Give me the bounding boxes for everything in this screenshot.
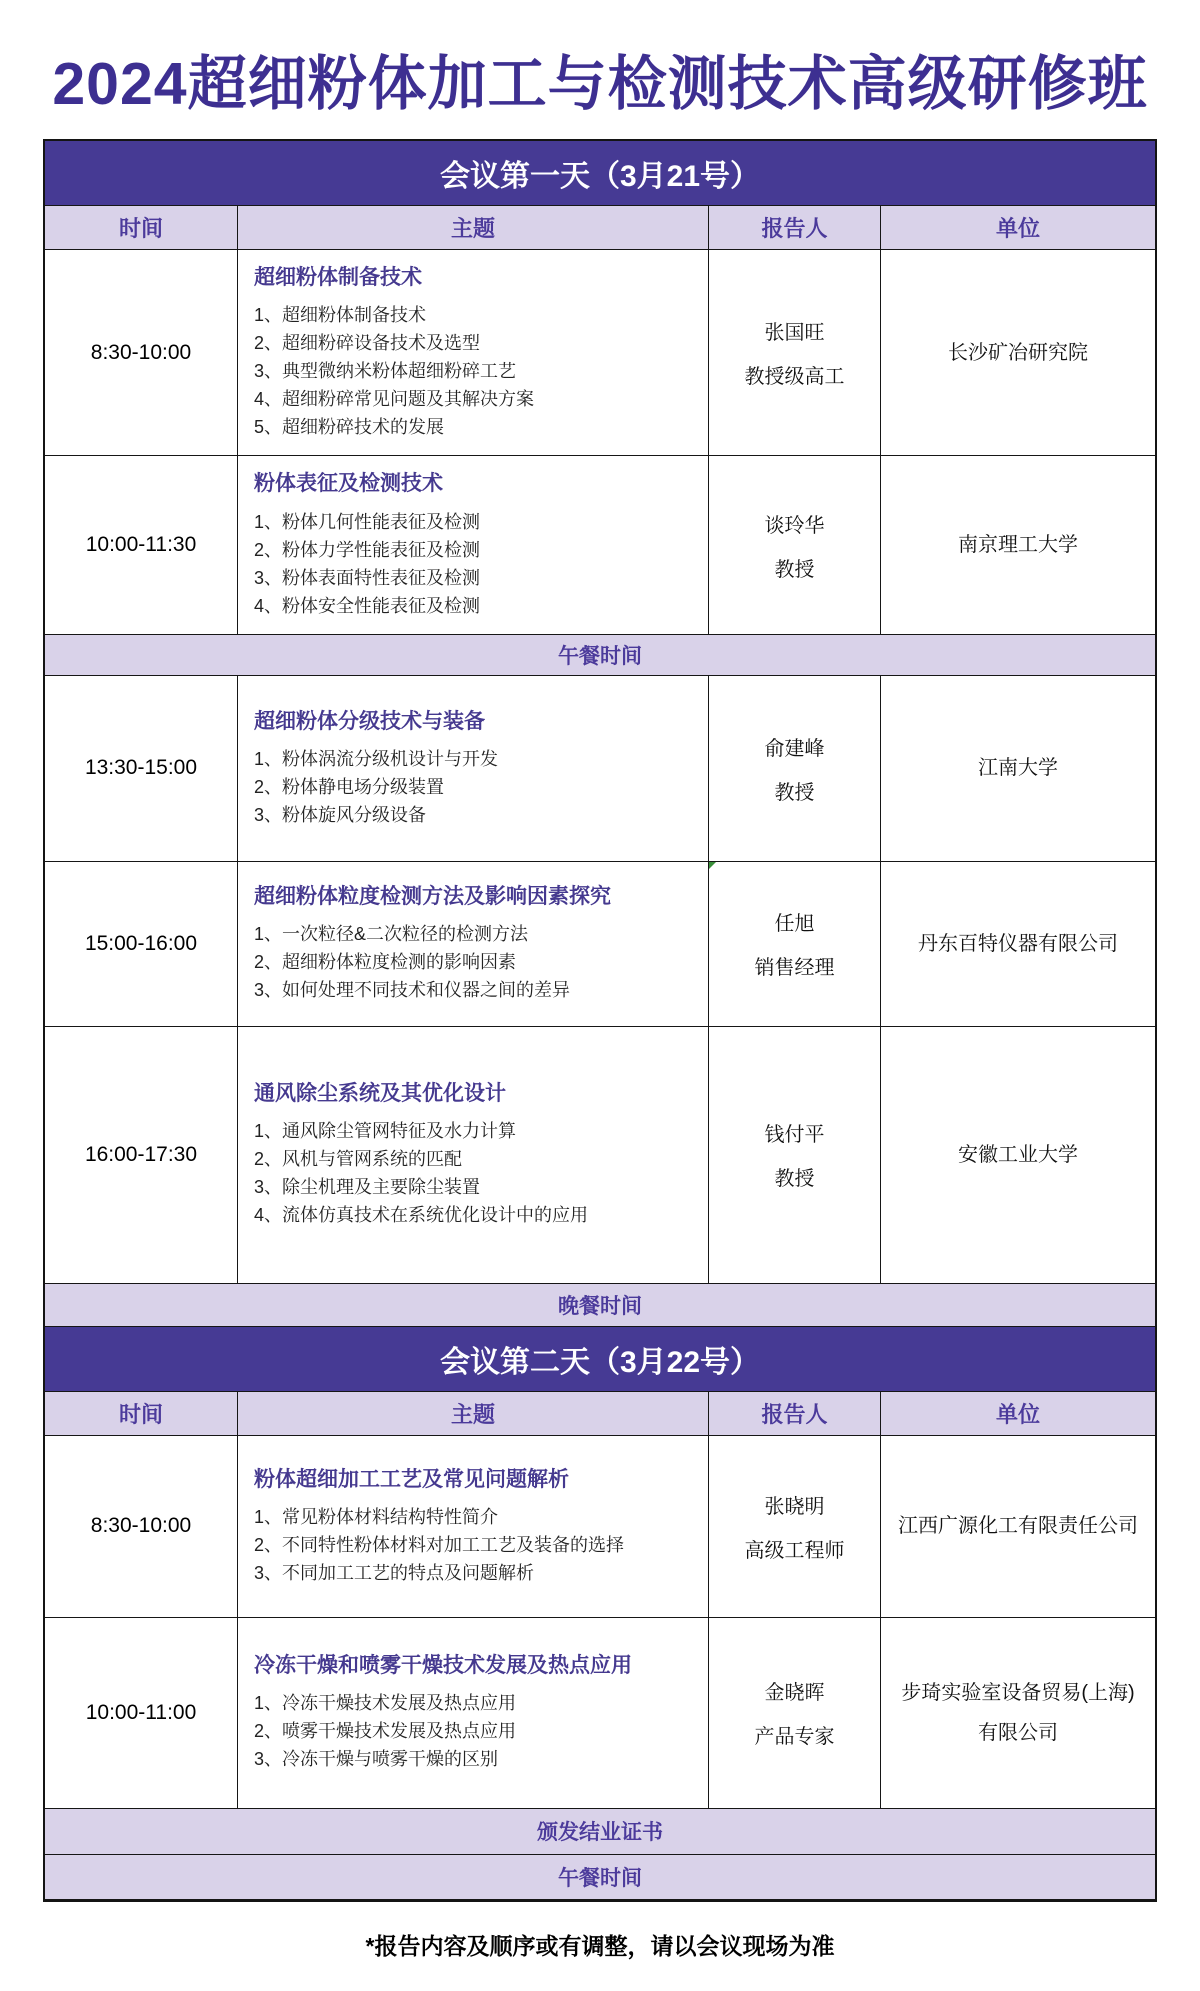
session-org	[881, 1618, 1155, 1808]
speaker-job-title: 教授	[774, 558, 815, 581]
session-time: 16:00-17:30	[45, 1027, 238, 1283]
topic-item: 2、超细粉体粒度检测的影响因素	[254, 952, 517, 973]
topic-item: 4、粉体安全性能表征及检测	[254, 595, 481, 616]
speaker-job-title: 高级工程师	[744, 1539, 845, 1562]
session-topic	[238, 1027, 709, 1283]
org-name: 长沙矿冶研究院	[948, 341, 1088, 364]
topic-title: 粉体超细加工工艺及常见问题解析	[254, 1467, 569, 1491]
session-row-day1-3	[45, 676, 1155, 862]
speaker-job-title: 销售经理	[754, 957, 835, 980]
org-name: 江西广源化工有限责任公司	[898, 1515, 1138, 1538]
session-row-day1-4	[45, 862, 1155, 1027]
session-org	[881, 456, 1155, 633]
org-name-line1: 步琦实验室设备贸易(上海)	[901, 1681, 1135, 1704]
topic-item: 2、粉体力学性能表征及检测	[254, 539, 481, 560]
org-name-line2: 有限公司	[978, 1721, 1058, 1744]
speaker-name: 任旭	[774, 913, 815, 936]
topic-item: 3、除尘机理及主要除尘装置	[254, 1177, 481, 1198]
topic-item: 3、不同加工工艺的特点及问题解析	[254, 1562, 535, 1583]
lunch-band-day2: 午餐时间	[45, 1855, 1155, 1900]
session-speaker	[709, 250, 881, 455]
topic-item: 5、超细粉碎技术的发展	[254, 417, 445, 438]
column-header-speaker: 报告人	[709, 1392, 881, 1435]
speaker-name: 谈玲华	[764, 514, 825, 537]
topic-item: 1、一次粒径&二次粒径的检测方法	[254, 924, 529, 945]
topic-item: 1、常见粉体材料结构特性简介	[254, 1506, 499, 1527]
session-topic	[238, 676, 709, 861]
dinner-band-day1: 晚餐时间	[45, 1284, 1155, 1327]
topic-item: 2、超细粉碎设备技术及选型	[254, 333, 481, 354]
session-org	[881, 862, 1155, 1026]
session-speaker	[709, 1436, 881, 1617]
session-speaker	[709, 1618, 881, 1808]
day2-column-header-row	[45, 1392, 1155, 1436]
column-header-topic: 主题	[238, 1392, 709, 1435]
topic-title: 粉体表征及检测技术	[254, 472, 443, 496]
column-header-org: 单位	[881, 206, 1155, 249]
session-topic	[238, 250, 709, 455]
org-name: 安徽工业大学	[958, 1143, 1078, 1166]
session-row-day1-2	[45, 456, 1155, 634]
column-header-org: 单位	[881, 1392, 1155, 1435]
topic-item: 1、粉体涡流分级机设计与开发	[254, 748, 499, 769]
topic-item: 1、粉体几何性能表征及检测	[254, 511, 481, 532]
topic-item: 1、通风除尘管网特征及水力计算	[254, 1121, 517, 1142]
day1-header: 会议第一天（3月21号）	[45, 141, 1155, 206]
speaker-name: 张国旺	[764, 322, 825, 345]
topic-item: 2、喷雾干燥技术发展及热点应用	[254, 1721, 517, 1742]
column-header-time: 时间	[45, 206, 238, 249]
lunch-band-day1: 午餐时间	[45, 635, 1155, 676]
session-topic	[238, 1436, 709, 1617]
topic-item: 3、粉体旋风分级设备	[254, 804, 427, 825]
topic-item: 2、不同特性粉体材料对加工工艺及装备的选择	[254, 1534, 625, 1555]
session-speaker	[709, 676, 881, 861]
session-time: 10:00-11:00	[45, 1618, 238, 1808]
session-speaker	[709, 456, 881, 633]
speaker-job-title: 教授	[774, 1168, 815, 1191]
column-header-topic: 主题	[238, 206, 709, 249]
session-org	[881, 1027, 1155, 1283]
session-org	[881, 1436, 1155, 1617]
certificate-band: 颁发结业证书	[45, 1809, 1155, 1855]
speaker-name: 俞建峰	[764, 737, 825, 760]
page-title: 2024超细粉体加工与检测技术高级研修班	[52, 51, 1148, 117]
agenda-table	[43, 139, 1157, 1902]
speaker-name: 金晓晖	[764, 1682, 825, 1705]
day2-header: 会议第二天（3月22号）	[45, 1327, 1155, 1392]
topic-title: 通风除尘系统及其优化设计	[254, 1082, 506, 1106]
topic-item: 4、超细粉碎常见问题及其解决方案	[254, 389, 535, 410]
topic-item: 1、超细粉体制备技术	[254, 305, 427, 326]
column-header-speaker: 报告人	[709, 206, 881, 249]
session-time: 13:30-15:00	[45, 676, 238, 861]
session-time: 8:30-10:00	[45, 250, 238, 455]
footer-note: *报告内容及顺序或有调整，请以会议现场为准	[365, 1932, 835, 1959]
topic-title: 超细粉体制备技术	[254, 266, 422, 289]
org-name: 南京理工大学	[958, 534, 1078, 557]
session-org	[881, 676, 1155, 861]
session-speaker	[709, 862, 881, 1026]
session-row-day2-1	[45, 1436, 1155, 1618]
topic-item: 3、典型微纳米粉体超细粉碎工艺	[254, 361, 517, 382]
session-row-day2-2	[45, 1618, 1155, 1809]
session-time: 8:30-10:00	[45, 1436, 238, 1617]
day1-column-header-row	[45, 206, 1155, 250]
org-name: 江南大学	[978, 757, 1058, 780]
topic-item: 2、粉体静电场分级装置	[254, 776, 445, 797]
session-row-day1-1	[45, 250, 1155, 456]
session-org	[881, 250, 1155, 455]
speaker-job-title: 产品专家	[754, 1726, 835, 1749]
topic-item: 3、冷冻干燥与喷雾干燥的区别	[254, 1749, 499, 1770]
speaker-name: 钱付平	[764, 1124, 825, 1147]
session-time: 10:00-11:30	[45, 456, 238, 633]
speaker-job-title: 教授级高工	[744, 366, 845, 389]
speaker-name: 张晓明	[764, 1495, 825, 1518]
session-topic	[238, 456, 709, 633]
session-time: 15:00-16:00	[45, 862, 238, 1026]
session-topic	[238, 862, 709, 1026]
topic-item: 2、风机与管网系统的匹配	[254, 1149, 463, 1170]
topic-title: 超细粉体粒度检测方法及影响因素探究	[254, 885, 611, 909]
topic-item: 3、如何处理不同技术和仪器之间的差异	[254, 980, 571, 1001]
org-name: 丹东百特仪器有限公司	[918, 932, 1118, 955]
session-speaker	[709, 1027, 881, 1283]
session-row-day1-5	[45, 1027, 1155, 1284]
topic-title: 超细粉体分级技术与装备	[254, 709, 485, 733]
column-header-time: 时间	[45, 1392, 238, 1435]
cell-corner-artifact	[709, 862, 716, 869]
topic-item: 3、粉体表面特性表征及检测	[254, 567, 481, 588]
session-topic	[238, 1618, 709, 1808]
topic-item: 1、冷冻干燥技术发展及热点应用	[254, 1693, 517, 1714]
topic-item: 4、流体仿真技术在系统优化设计中的应用	[254, 1205, 589, 1226]
topic-title: 冷冻干燥和喷雾干燥技术发展及热点应用	[254, 1654, 632, 1678]
speaker-job-title: 教授	[774, 781, 815, 804]
